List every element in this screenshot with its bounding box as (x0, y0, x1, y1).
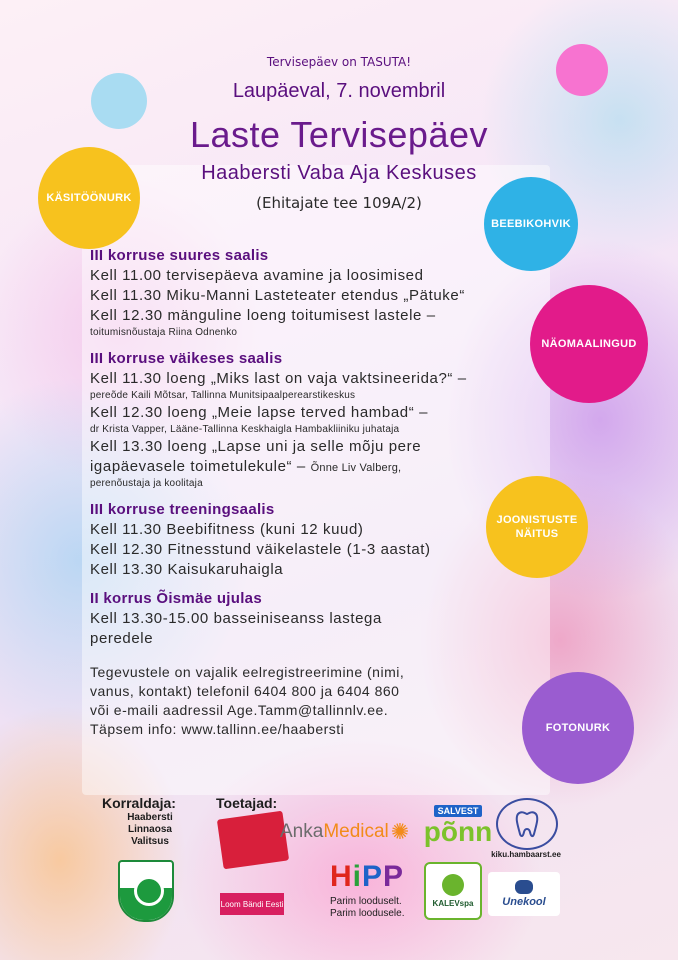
hipp-tagline-line: Parim loodusele. (330, 908, 405, 919)
kalev-spa-logo (424, 862, 482, 920)
unekool-logo (488, 872, 560, 916)
event-address: (Ehitajate tee 109A/2) (256, 194, 422, 212)
unekool-logo-text: Unekool (502, 896, 546, 908)
schedule-line: Kell 13.30 loeng „Lapse uni ja selle mõju pere (90, 438, 422, 455)
allergy-logo (217, 811, 289, 870)
organizer-name-line: Valitsus (131, 836, 169, 847)
section-title: III korruse treeningsaalis (90, 501, 275, 518)
circle-kasitoonurk-label: KÄSITÖÖNURK (46, 192, 132, 204)
schedule-line: Kell 12.30 loeng „Meie lapse terved hambad“ – (90, 404, 429, 421)
section-title: II korrus Õismäe ujulas (90, 590, 262, 607)
schedule-subline: perenõustaja ja koolitaja (90, 478, 203, 489)
circle-naomaalingud-label: NÄOMAALINGUD (541, 338, 637, 350)
schedule-line: Kell 13.30-15.00 basseiniseanss lastega (90, 610, 382, 627)
schedule-line-speaker: Õnne Liv Valberg, (310, 462, 402, 474)
hipp-logo-letter: P (383, 860, 405, 893)
schedule-line-part: igapäevasele toimetulekule“ – (90, 458, 311, 475)
schedule-line: Kell 12.30 mänguline loeng toitumisest lastele – (90, 307, 436, 324)
hambaarst-url: kiku.hambaarst.ee (491, 850, 561, 859)
schedule (90, 247, 550, 739)
organizer-label: Korraldaja: (102, 795, 176, 811)
cloud-icon (515, 880, 533, 894)
schedule-line: Kell 13.30 Kaisukaruhaigla (90, 561, 284, 578)
haabersti-emblem-logo (118, 860, 174, 922)
sun-icon: ✺ (390, 819, 410, 844)
schedule-subline: toitumisnõustaja Riina Odnenko (90, 327, 238, 338)
kalev-logo-text: KALEVspa (432, 899, 474, 908)
organizer-name-line: Linnaosa (128, 824, 172, 835)
event-title: Laste Tervisepäev (189, 114, 488, 155)
section-title: III korruse väikeses saalis (90, 350, 283, 367)
event-venue: Haabersti Vaba Aja Keskuses (201, 162, 477, 184)
circle-joonistuste-line2: NÄITUS (515, 528, 559, 540)
salvest-logo-text: SALVEST (434, 805, 483, 817)
notes-line: vanus, kontakt) telefonil 6404 800 ja 6404 860 (90, 683, 400, 699)
anka-logo-text: Anka (280, 821, 324, 842)
tooth-shape (514, 810, 540, 838)
schedule-line: peredele (90, 630, 154, 647)
supporters-label: Toetajad: (216, 795, 278, 811)
kalev-leaf-icon (442, 874, 464, 896)
anka-medical-logo (280, 818, 416, 846)
organizer-name (104, 812, 196, 848)
schedule-line: Kell 12.30 Fitnesstund väikelastele (1-3 aastat) (90, 541, 431, 558)
hipp-logo-letter: H (329, 860, 353, 893)
registration-notes (90, 663, 550, 739)
hipp-logo (326, 862, 408, 892)
circle-beebikohvik-label: BEEBIKOHVIK (491, 218, 571, 230)
salvest-ponn-logo (422, 796, 494, 856)
loom-logo: Loom Bändi Eesti (220, 893, 284, 915)
schedule-subline: pereõde Kaili Mõtsar, Tallinna Munitsipaalperearstikeskus (90, 390, 356, 401)
schedule-subline: dr Krista Vapper, Lääne-Tallinna Keskhaigla Hambakliiniku juhataja (90, 424, 400, 435)
hipp-logo-letter: i (352, 860, 362, 893)
notes-line: või e-maili aadressil Age.Tamm@tallinnlv.ee. (90, 702, 389, 718)
circle-joonistuste-line1: JOONISTUSTE (496, 514, 578, 526)
schedule-line (90, 457, 550, 477)
emblem-ring (134, 876, 164, 906)
ponn-logo-text: põnn (423, 816, 493, 847)
section-swimming-pool (90, 590, 550, 649)
section-training-hall (90, 501, 550, 580)
notes-line: Tegevustele on vajalik eelregistreerimine (nimi, (90, 664, 405, 680)
schedule-line: Kell 11.30 loeng „Miks last on vaja vaktsineerida?“ – (90, 370, 467, 387)
hipp-tagline (330, 896, 410, 920)
schedule-line: Kell 11.30 Miku-Manni Lasteteater etendus „Pätuke“ (90, 287, 465, 304)
notes-line: Täpsem info: www.tallinn.ee/haabersti (90, 721, 345, 737)
section-small-hall (90, 350, 550, 491)
schedule-line: Kell 11.00 tervisepäeva avamine ja loosimised (90, 267, 424, 284)
organizer-name-line: Haabersti (127, 812, 173, 823)
hipp-logo-letter: P (361, 860, 383, 893)
section-title: III korruse suures saalis (90, 247, 269, 264)
free-notice: Tervisepäev on TASUTA! (266, 55, 412, 69)
hipp-tagline-line: Parim looduselt. (330, 896, 402, 907)
event-date: Laupäeval, 7. novembril (232, 80, 446, 102)
section-large-hall (90, 247, 550, 340)
medical-logo-text: Medical (323, 821, 389, 842)
tooth-icon (496, 798, 558, 850)
schedule-line: Kell 11.30 Beebifitness (kuni 12 kuud) (90, 521, 364, 538)
circle-fotonurk-label: FOTONURK (545, 722, 611, 734)
